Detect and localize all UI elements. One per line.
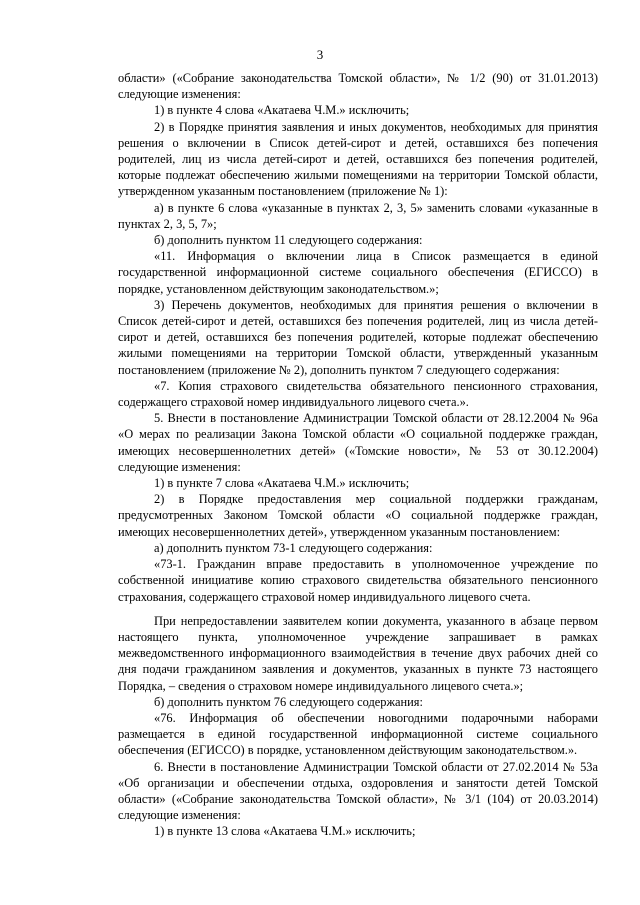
paragraph: области» («Собрание законодательства Томской области», № 1/2 (90) от 31.01.2013) следующие изменения: bbox=[118, 71, 598, 102]
paragraph: При непредоставлении заявителем копии документа, указанного в абзаце первом настоящего пункта, уполномоченное учреждение запрашивает в рамках межведомственного информационного взаимодействия в течение двух рабочих дней со дня подачи гражданином заявления и документов, указанных в пункте 73 настоящего Порядка, – сведения о страховом номере индивидуального лицевого счета.»; bbox=[118, 613, 598, 693]
paragraph: «7. Копия страхового свидетельства обязательного пенсионного страхования, содержащего страховой номер индивидуального лицевого счета.». bbox=[118, 378, 598, 410]
paragraph: 1) в пункте 7 слова «Акатаева Ч.М.» исключить; bbox=[154, 476, 410, 491]
paragraph: а) в пункте 6 слова «указанные в пунктах 2, 3, 5» заменить словами «указанные в пунктах 2, 3, 5, 7»; bbox=[118, 200, 598, 231]
paragraph: 2) в Порядке предоставления мер социальной поддержки гражданам, предусмотренных Законом Томской области «О социальной поддержке граждан, имеющих несовершеннолетних детей», утвержденном указанным постановлением: bbox=[118, 492, 598, 539]
paragraph: б) дополнить пунктом 11 следующего содержания: bbox=[154, 233, 423, 248]
paragraph: 3) Перечень документов, необходимых для принятия решения о включении в Список детей-сирот и детей, оставшихся без попечения родителей, лиц из числа детей-сирот и детей, оставшихся без попечения родителей, которые подлежат обеспечению жилыми помещениями на территории Томской области, утвержденный указанным постановлением (приложение № 2), дополнить пунктом 7 следующего содержания: bbox=[118, 297, 598, 377]
paragraph: б) дополнить пунктом 76 следующего содержания: bbox=[154, 694, 423, 709]
document-body bbox=[118, 70, 598, 840]
paragraph: 2) в Порядке принятия заявления и иных документов, необходимых для принятия решения о включении в Список детей-сирот и детей, оставшихся без попечения родителей, лиц из числа детей-сирот и детей, оставшихся без попечения родителей, которые подлежат обеспечению жилыми помещениями на территории Томской области, утвержденном указанным постановлением (приложение № 1): bbox=[118, 119, 598, 199]
paragraph: 1) в пункте 4 слова «Акатаева Ч.М.» исключить; bbox=[154, 103, 410, 118]
paragraph: а) дополнить пунктом 73-1 следующего содержания: bbox=[154, 540, 433, 555]
page-number: 3 bbox=[316, 47, 324, 62]
paragraph: «76. Информация об обеспечении новогодними подарочными наборами размещается в единой государственной информационной системе социального обеспечения (ЕГИССО) в порядке, установленном действующим законодательством.». bbox=[118, 710, 598, 758]
paragraph: «11. Информация о включении лица в Список размещается в единой государственной информационной системе социального обеспечения (ЕГИССО) в порядке, установленном действующим законодательством.»; bbox=[118, 249, 598, 296]
paragraph: 1) в пункте 13 слова «Акатаева Ч.М.» исключить; bbox=[154, 824, 416, 839]
paragraph: «73-1. Гражданин вправе предоставить в уполномоченное учреждение по собственной инициативе копию страхового свидетельства обязательного пенсионного страхования, содержащего страховой номер индивидуального лицевого счета. bbox=[118, 557, 598, 604]
paragraph: 6. Внести в постановление Администрации Томской области от 27.02.2014 № 53а «Об организации и обеспечении отдыха, оздоровления и занятости детей Томской области» («Собрание законодательства Томской области», № 3/1 (104) от 20.03.2014) следующие изменения: bbox=[118, 759, 598, 823]
paragraph: 5. Внести в постановление Администрации Томской области от 28.12.2004 № 96а «О мерах по реализации Закона Томской области «О социальной поддержке граждан, имеющих несовершеннолетних детей» («Томские новости», № 53 от 30.12.2004) следующие изменения: bbox=[118, 411, 598, 474]
